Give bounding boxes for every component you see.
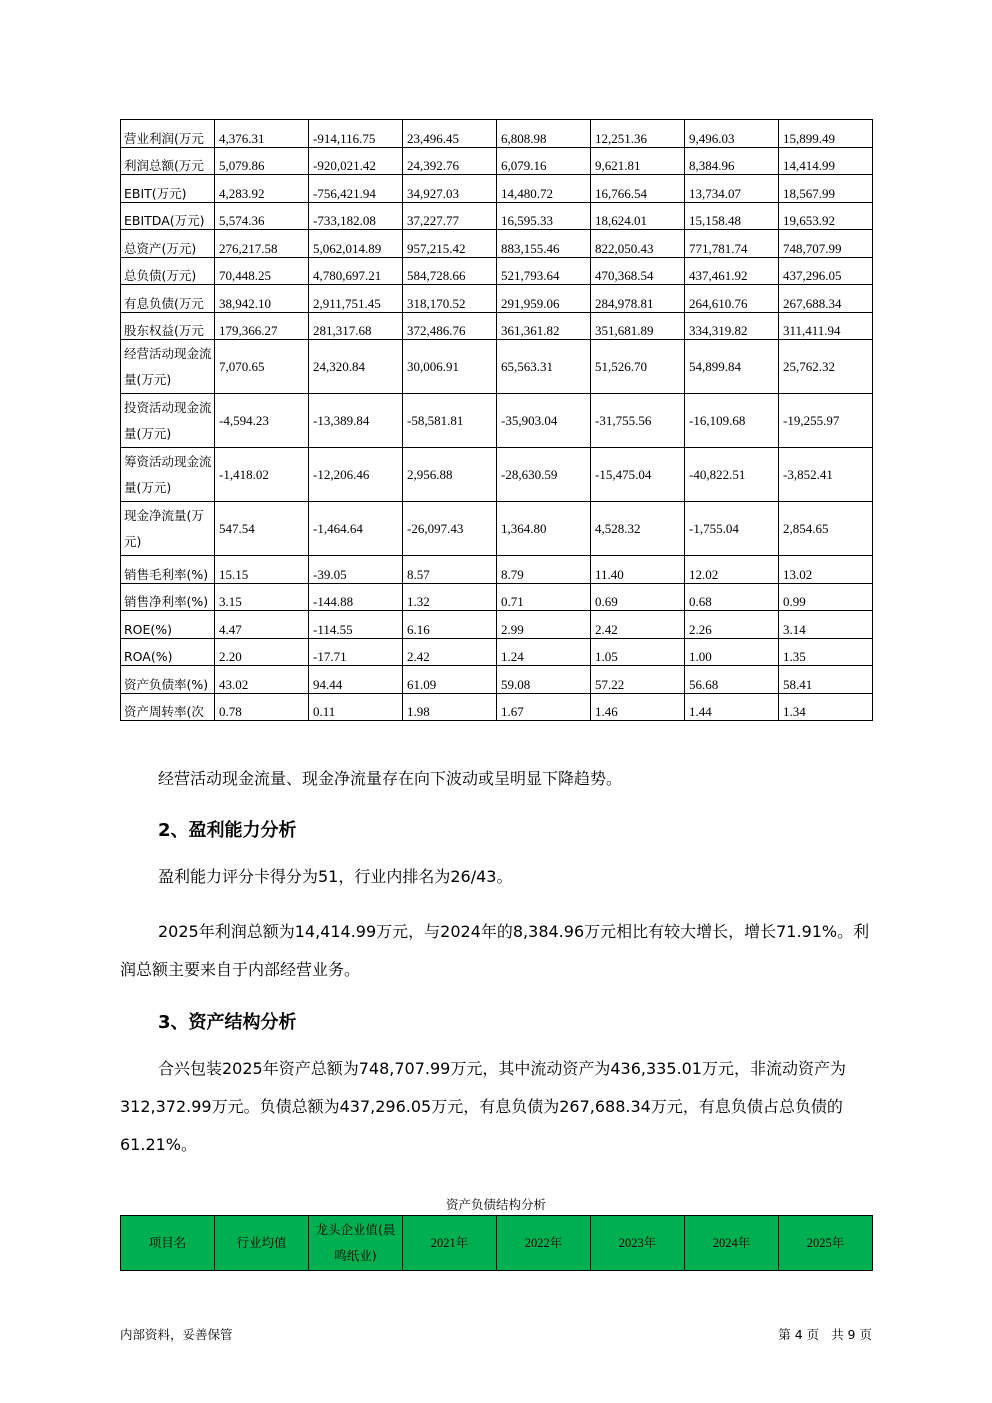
table-cell: 1.32	[403, 583, 497, 611]
table-cell: 13.02	[779, 556, 873, 584]
table-cell: 59.08	[497, 666, 591, 694]
table-cell: 94.44	[309, 666, 403, 694]
table-cell: -15,475.04	[591, 448, 685, 502]
table-cell: 470,368.54	[591, 257, 685, 285]
row-label: 有息负债(万元	[121, 285, 215, 313]
row-label: 资产周转率(次	[121, 693, 215, 721]
table-cell: -17.71	[309, 638, 403, 666]
table-cell: 291,959.06	[497, 285, 591, 313]
table-row	[121, 666, 873, 694]
table-cell: 2,956.88	[403, 448, 497, 502]
table-cell: 6,079.16	[497, 147, 591, 175]
row-label: EBIT(万元)	[121, 175, 215, 203]
table-row	[121, 340, 873, 394]
table-cell: -920,021.42	[309, 147, 403, 175]
table-cell: -1,418.02	[215, 448, 309, 502]
table-row	[121, 202, 873, 230]
table-cell: 30,006.91	[403, 340, 497, 394]
table-cell: 2.42	[591, 611, 685, 639]
table-cell: 771,781.74	[685, 230, 779, 258]
table-row	[121, 583, 873, 611]
row-label: 投资活动现金流量(万元)	[121, 394, 215, 448]
table-cell: 6,808.98	[497, 120, 591, 148]
table-cell: 8,384.96	[685, 147, 779, 175]
header-cell: 项目名	[121, 1216, 215, 1271]
table-cell: 15,158.48	[685, 202, 779, 230]
financial-metrics-table	[120, 119, 873, 721]
table-cell: 14,414.99	[779, 147, 873, 175]
table-cell: 43.02	[215, 666, 309, 694]
table-cell: 284,978.81	[591, 285, 685, 313]
table-cell: -3,852.41	[779, 448, 873, 502]
table-cell: 4,283.92	[215, 175, 309, 203]
header-cell: 2022年	[497, 1216, 591, 1271]
table-cell: -114.55	[309, 611, 403, 639]
table-cell: 437,461.92	[685, 257, 779, 285]
table-cell: 37,227.77	[403, 202, 497, 230]
table-cell: 9,496.03	[685, 120, 779, 148]
table-cell: -31,755.56	[591, 394, 685, 448]
row-label: 总负债(万元)	[121, 257, 215, 285]
table-cell: -733,182.08	[309, 202, 403, 230]
table-row	[121, 556, 873, 584]
table-cell: -40,822.51	[685, 448, 779, 502]
table-cell: 16,766.54	[591, 175, 685, 203]
table-cell: -35,903.04	[497, 394, 591, 448]
table-cell: 5,062,014.89	[309, 230, 403, 258]
table-cell: 0.68	[685, 583, 779, 611]
table-row	[121, 285, 873, 313]
table-cell: 2.99	[497, 611, 591, 639]
table-cell: -12,206.46	[309, 448, 403, 502]
table-row	[121, 448, 873, 502]
section-heading-profitability: 2、盈利能力分析	[158, 820, 297, 841]
table-cell: 318,170.52	[403, 285, 497, 313]
table-cell: 2.26	[685, 611, 779, 639]
table-cell: 2.42	[403, 638, 497, 666]
table-cell: -58,581.81	[403, 394, 497, 448]
header-cell: 行业均值	[215, 1216, 309, 1271]
table-cell: 437,296.05	[779, 257, 873, 285]
table-cell: 1.24	[497, 638, 591, 666]
table-cell: 57.22	[591, 666, 685, 694]
table-cell: 70,448.25	[215, 257, 309, 285]
table-cell: 9,621.81	[591, 147, 685, 175]
table-cell: 51,526.70	[591, 340, 685, 394]
table-row	[121, 230, 873, 258]
table-cell: 0.11	[309, 693, 403, 721]
table-cell: 822,050.43	[591, 230, 685, 258]
table-cell: 16,595.33	[497, 202, 591, 230]
header-cell: 2025年	[779, 1216, 873, 1271]
table-cell: -13,389.84	[309, 394, 403, 448]
table-cell: -1,755.04	[685, 502, 779, 556]
table-cell: 23,496.45	[403, 120, 497, 148]
row-label: ROA(%)	[121, 638, 215, 666]
table-cell: 1,364.80	[497, 502, 591, 556]
table-cell: 1.44	[685, 693, 779, 721]
table-cell: 15,899.49	[779, 120, 873, 148]
table-row	[121, 175, 873, 203]
table-row	[121, 312, 873, 340]
table-cell: 12.02	[685, 556, 779, 584]
table-cell: 281,317.68	[309, 312, 403, 340]
row-label: EBITDA(万元)	[121, 202, 215, 230]
table-cell: 34,927.03	[403, 175, 497, 203]
table-cell: 1.46	[591, 693, 685, 721]
header-cell: 2021年	[403, 1216, 497, 1271]
table-cell: 58.41	[779, 666, 873, 694]
table-cell: 5,079.86	[215, 147, 309, 175]
table-cell: 4.47	[215, 611, 309, 639]
balance-table-header-row	[121, 1216, 873, 1271]
table-cell: 7,070.65	[215, 340, 309, 394]
table-cell: 18,624.01	[591, 202, 685, 230]
table-cell: 19,653.92	[779, 202, 873, 230]
table-cell: 0.99	[779, 583, 873, 611]
balance-structure-table	[120, 1215, 873, 1271]
table-row	[121, 147, 873, 175]
table-row	[121, 502, 873, 556]
table-cell: 267,688.34	[779, 285, 873, 313]
profit-paragraph: 2025年利润总额为14,414.99万元，与2024年的8,384.96万元相比有较大增长，增长71.91%。利润总额主要来自于内部经营业务。	[120, 922, 870, 979]
header-cell: 2024年	[685, 1216, 779, 1271]
table-cell: 2.20	[215, 638, 309, 666]
row-label: ROE(%)	[121, 611, 215, 639]
row-label: 现金净流量(万元)	[121, 502, 215, 556]
table-cell: 883,155.46	[497, 230, 591, 258]
table-cell: 0.69	[591, 583, 685, 611]
table-cell: 65,563.31	[497, 340, 591, 394]
table-cell: -914,116.75	[309, 120, 403, 148]
table-cell: -756,421.94	[309, 175, 403, 203]
table-cell: 18,567.99	[779, 175, 873, 203]
row-label: 股东权益(万元	[121, 312, 215, 340]
table-cell: 1.67	[497, 693, 591, 721]
table-cell: 1.00	[685, 638, 779, 666]
table-cell: 2,911,751.45	[309, 285, 403, 313]
table-cell: -144.88	[309, 583, 403, 611]
table-cell: 372,486.76	[403, 312, 497, 340]
table-cell: 276,217.58	[215, 230, 309, 258]
footer-confidential-note: 内部资料，妥善保管	[120, 1327, 233, 1342]
table-cell: 0.78	[215, 693, 309, 721]
table-cell: -16,109.68	[685, 394, 779, 448]
table-cell: 521,793.64	[497, 257, 591, 285]
row-label: 利润总额(万元	[121, 147, 215, 175]
trend-paragraph: 经营活动现金流量、现金净流量存在向下波动或呈明显下降趋势。	[158, 769, 623, 788]
table-cell: 1.34	[779, 693, 873, 721]
table-cell: 15.15	[215, 556, 309, 584]
table-cell: 361,361.82	[497, 312, 591, 340]
table-cell: 351,681.89	[591, 312, 685, 340]
table-cell: 547.54	[215, 502, 309, 556]
table-cell: 8.79	[497, 556, 591, 584]
table-row	[121, 693, 873, 721]
row-label: 经营活动现金流量(万元)	[121, 340, 215, 394]
header-cell: 龙头企业值(晨鸣纸业)	[309, 1216, 403, 1271]
table-cell: 4,528.32	[591, 502, 685, 556]
balance-table-caption: 资产负债结构分析	[445, 1197, 546, 1212]
table-cell: 1.98	[403, 693, 497, 721]
table-cell: -28,630.59	[497, 448, 591, 502]
table-cell: 179,366.27	[215, 312, 309, 340]
table-cell: 584,728.66	[403, 257, 497, 285]
table-cell: 957,215.42	[403, 230, 497, 258]
table-cell: 5,574.36	[215, 202, 309, 230]
table-cell: 1.05	[591, 638, 685, 666]
table-cell: 24,392.76	[403, 147, 497, 175]
table-cell: 38,942.10	[215, 285, 309, 313]
table-cell: 8.57	[403, 556, 497, 584]
table-row	[121, 120, 873, 148]
table-cell: 3.14	[779, 611, 873, 639]
row-label: 总资产(万元)	[121, 230, 215, 258]
table-cell: 4,780,697.21	[309, 257, 403, 285]
table-cell: -26,097.43	[403, 502, 497, 556]
table-cell: 264,610.76	[685, 285, 779, 313]
table-cell: 13,734.07	[685, 175, 779, 203]
row-label: 销售净利率(%)	[121, 583, 215, 611]
table-cell: 748,707.99	[779, 230, 873, 258]
table-cell: -4,594.23	[215, 394, 309, 448]
table-cell: 11.40	[591, 556, 685, 584]
table-cell: 334,319.82	[685, 312, 779, 340]
table-row	[121, 638, 873, 666]
footer-page-number: 第 4 页 共 9 页	[778, 1327, 872, 1342]
table-cell: 2,854.65	[779, 502, 873, 556]
table-cell: 6.16	[403, 611, 497, 639]
table-cell: 12,251.36	[591, 120, 685, 148]
table-cell: 311,411.94	[779, 312, 873, 340]
table-cell: 24,320.84	[309, 340, 403, 394]
assets-paragraph: 合兴包装2025年资产总额为748,707.99万元，其中流动资产为436,335.01万元，非流动资产为312,372.99万元。负债总额为437,296.05万元，有息负债为267,688.34万元，有息负债占总负债的61.21%。	[120, 1059, 846, 1154]
header-cell: 2023年	[591, 1216, 685, 1271]
table-cell: 14,480.72	[497, 175, 591, 203]
table-cell: 61.09	[403, 666, 497, 694]
table-cell: -19,255.97	[779, 394, 873, 448]
row-label: 销售毛利率(%)	[121, 556, 215, 584]
table-row	[121, 257, 873, 285]
section-heading-asset-structure: 3、资产结构分析	[158, 1012, 297, 1033]
row-label: 资产负债率(%)	[121, 666, 215, 694]
table-cell: 56.68	[685, 666, 779, 694]
row-label: 营业利润(万元	[121, 120, 215, 148]
table-row	[121, 394, 873, 448]
table-cell: 0.71	[497, 583, 591, 611]
score-paragraph: 盈利能力评分卡得分为51，行业内排名为26/43。	[158, 867, 513, 886]
table-row	[121, 611, 873, 639]
table-cell: 54,899.84	[685, 340, 779, 394]
table-cell: 25,762.32	[779, 340, 873, 394]
row-label: 筹资活动现金流量(万元)	[121, 448, 215, 502]
table-cell: 1.35	[779, 638, 873, 666]
table-cell: -1,464.64	[309, 502, 403, 556]
table-cell: 3.15	[215, 583, 309, 611]
table-cell: 4,376.31	[215, 120, 309, 148]
table-cell: -39.05	[309, 556, 403, 584]
